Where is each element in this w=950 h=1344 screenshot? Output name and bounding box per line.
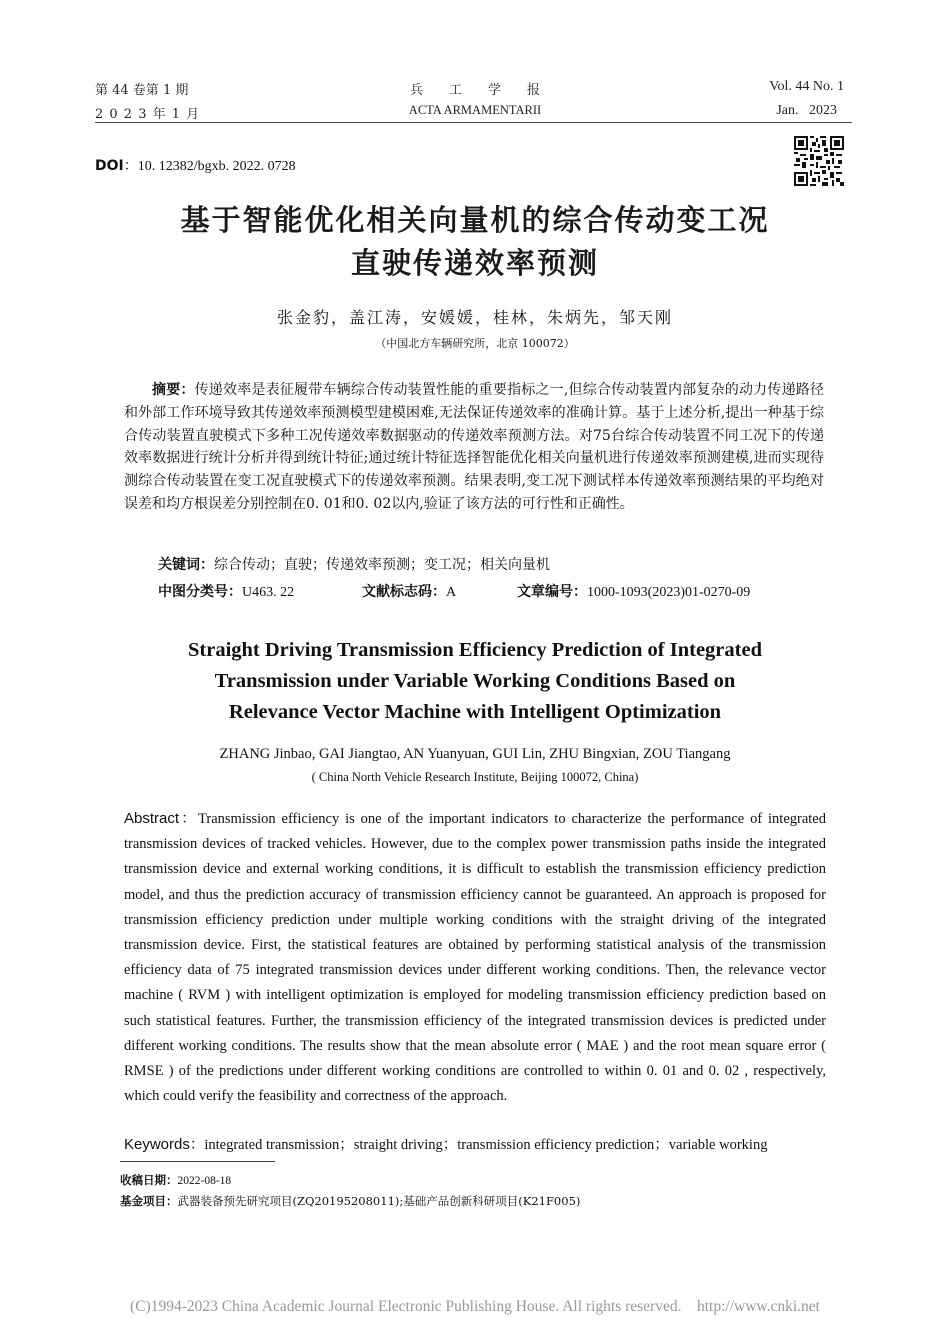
keywords-en-sep: ： <box>189 1137 205 1153</box>
keywords-en-label: Keywords <box>124 1136 190 1153</box>
date-en: Jan. 2023 <box>776 103 837 118</box>
volume-en: Vol. 44 No. 1 <box>769 79 844 94</box>
qr-code-icon <box>794 136 844 186</box>
authors-en: ZHANG Jinbao, GAI Jiangtao, AN Yuanyuan, GUI Lin, ZHU Bingxian, ZOU Tiangang <box>219 746 731 762</box>
title-cn-line1: 基于智能优化相关向量机的综合传动变工况 <box>180 203 770 237</box>
affiliation-cn: （中国北方车辆研究所，北京 100072） <box>375 337 575 350</box>
doi[interactable] <box>95 155 296 175</box>
received-value: 2022-08-18 <box>177 1175 232 1187</box>
fund-value: 武器装备预先研究项目(ZQ20195208011);基础产品创新科研项目(K21F005) <box>177 1194 581 1208</box>
abstract-en-sep: ： <box>179 811 199 827</box>
fund-info <box>120 1193 580 1209</box>
doc-code-value: A <box>446 585 457 600</box>
keywords-en-text: integrated transmission；straight driving；transmission efficiency prediction；variable working <box>204 1137 768 1153</box>
abstract-en-label: Abstract <box>124 810 180 827</box>
title-en-line1: Straight Driving Transmission Efficiency Prediction of Integrated <box>188 639 762 661</box>
keywords-cn <box>158 554 838 577</box>
clc-value: U463. 22 <box>242 585 295 600</box>
received-label: 收稿日期： <box>120 1173 178 1187</box>
article-number-value: 1000-1093(2023)01-0270-09 <box>587 585 751 600</box>
volume-cn: 第 44 卷第 1 期 <box>95 83 189 98</box>
abstract-en-text: Transmission efficiency is one of the important indicators to characterize the performance of integrated transmission devices of tracked vehicles. However, due to the complex power transmission paths inside the integrated transmission device and external working conditions, it is difficult to establish the transmission efficiency prediction model, and thus the prediction accuracy of transmission efficiency cannot be guaranteed. An approach is proposed for transmission efficiency prediction under multiple working conditions with the straight driving of the integrated transmission device. First, the statistical features are obtained by performing statistical analysis of the transmission efficiency data of 75 integrated transmission devices under different working conditions. Then, the relevance vector machine ( RVM ) with intelligent optimization is employed for modeling transmission efficiency prediction based on such statistical features. Further, the transmission efficiency of the integrated transmission devices is predicted under different working conditions. The results show that the mean absolute error ( MAE ) and the root mean square error ( RMSE ) of the predictions under different working conditions are controlled to within 0. 01 and 0. 02 , respectively, which could verify the feasibility and correctness of the approach. <box>124 811 826 1105</box>
journal-name-cn: 兵 工 学 报 <box>409 83 540 98</box>
header-rule <box>95 122 852 123</box>
fund-label: 基金项目： <box>120 1194 178 1208</box>
journal-name-en: ACTA ARMAMENTARII <box>408 103 542 117</box>
date-cn: 2 0 2 3 年 1 月 <box>95 107 201 122</box>
doi-label: DOI <box>95 158 124 174</box>
abstract-cn-text: 传递效率是表征履带车辆综合传动装置性能的重要指标之一,但综合传动装置内部复杂的动力传递路径和外部工作环境导致其传递效率预测模型建模困难,无法保证传递效率的准确计算。基于上述分析,提出一种基于综合传动装置直驶模式下多种工况传递效率数据驱动的传递效率预测方法。对75台综合传动装置不同工况下的传递效率数据进行统计分析并得到统计特征;通过统计特征选择智能优化相关向量机进行传递效率预测建模,进而实现待测综合传动装置在变工况直驶模式下的传递效率预测。结果表明,变工况下测试样本传递效率预测结果的平均绝对误差和均方根误差分别控制在0. 01和0. 02以内,验证了该方法的可行性和正确性。 <box>124 382 824 512</box>
received-date <box>120 1172 231 1188</box>
title-en-line2: Transmission under Variable Working Conditions Based on <box>214 670 736 692</box>
article-number-label: 文章编号： <box>517 584 587 600</box>
affiliation-en: ( China North Vehicle Research Institute, Beijing 100072, China) <box>311 770 639 784</box>
doc-code-label: 文献标志码： <box>362 584 446 600</box>
keywords-cn-label: 关键词： <box>158 557 214 573</box>
abstract-cn <box>124 379 824 516</box>
copyright-line: (C)1994-2023 China Academic Journal Electronic Publishing House. All rights reserved. http://www.cnki.net <box>130 1298 820 1315</box>
clc-label: 中图分类号： <box>158 584 242 600</box>
document-code <box>362 581 456 601</box>
doi-sep: ： <box>123 158 138 174</box>
doi-value: 10. 12382/bgxb. 2022. 0728 <box>137 159 296 174</box>
title-cn-line2: 直驶传递效率预测 <box>350 246 599 280</box>
clc-number <box>158 581 294 601</box>
article-number <box>517 581 750 601</box>
abstract-en <box>124 806 826 1109</box>
keywords-en <box>124 1132 826 1158</box>
keywords-cn-text: 综合传动；直驶；传递效率预测；变工况；相关向量机 <box>214 557 550 573</box>
authors-cn: 张金豹，盖江涛，安媛媛，桂林，朱炳先，邹天刚 <box>276 308 673 327</box>
title-en-line3: Relevance Vector Machine with Intelligent Optimization <box>228 701 722 723</box>
title-en <box>95 635 855 728</box>
abstract-cn-label: 摘要： <box>152 382 195 398</box>
footnote-rule <box>120 1161 275 1162</box>
